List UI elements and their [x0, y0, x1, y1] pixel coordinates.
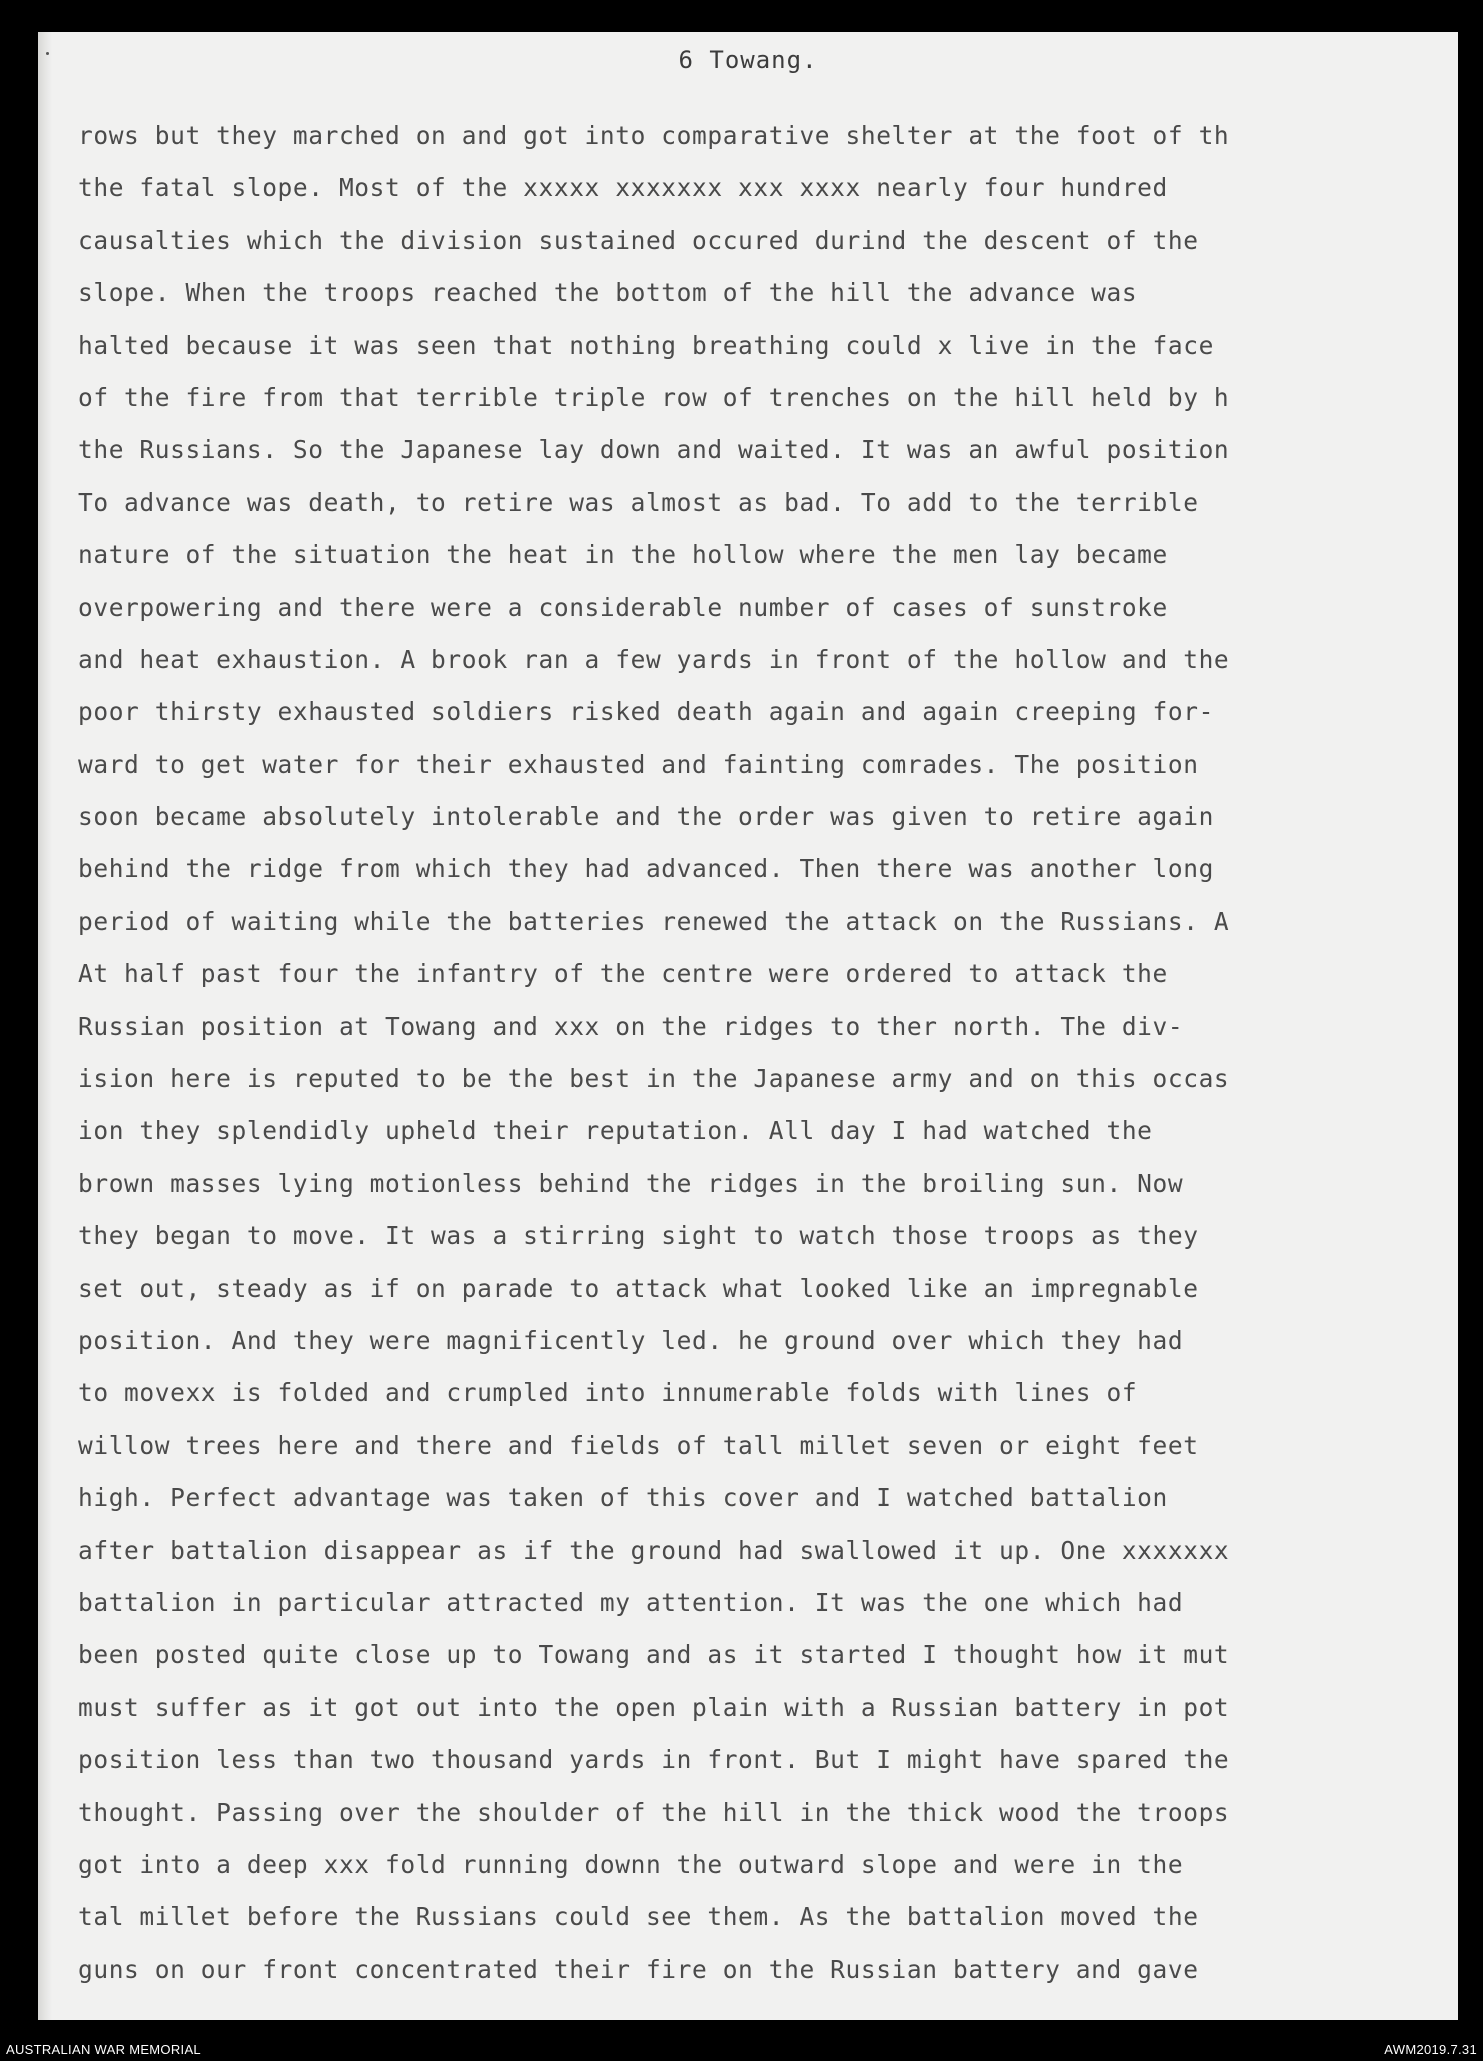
- text-line: set out, steady as if on parade to attack what looked like an impregnable: [78, 1273, 1199, 1303]
- text-line: Russian position at Towang and xxx on the ridges to ther north. The div-: [78, 1011, 1184, 1041]
- text-line: guns on our front concentrated their fire on the Russian battery and gave: [78, 1954, 1199, 1984]
- text-line: brown masses lying motionless behind the ridges in the broiling sun. Now: [78, 1168, 1184, 1198]
- text-line: position less than two thousand yards in front. But I might have spared the: [78, 1745, 1230, 1775]
- text-line: got into a deep xxx fold running downn the outward slope and were in the: [78, 1849, 1184, 1879]
- text-line: must suffer as it got out into the open plain with a Russian battery in pot: [78, 1692, 1230, 1722]
- text-line: At half past four the infantry of the centre were ordered to attack the: [78, 959, 1168, 989]
- text-line: rows but they marched on and got into comparative shelter at the foot of th: [78, 121, 1230, 150]
- text-line: To advance was death, to retire was almost as bad. To add to the terrible: [78, 487, 1199, 517]
- page-heading: 6 Towang.: [678, 46, 818, 74]
- text-line: high. Perfect advantage was taken of this cover and I watched battalion: [78, 1483, 1168, 1513]
- text-line: thought. Passing over the shoulder of the hill in the thick wood the troops: [78, 1797, 1230, 1827]
- text-line: halted because it was seen that nothing breathing could x live in the face: [78, 330, 1214, 360]
- text-line: slope. When the troops reached the bottom of the hill the advance was: [78, 278, 1138, 308]
- text-line: battalion in particular attracted my attention. It was the one which had: [78, 1587, 1184, 1617]
- text-line: nature of the situation the heat in the hollow where the men lay became: [78, 540, 1168, 570]
- text-line: the fatal slope. Most of the xxxxx xxxxxxx xxx xxxx nearly four hundred: [78, 173, 1168, 203]
- text-line: ward to get water for their exhausted and fainting comrades. The position: [78, 749, 1199, 779]
- text-line: overpowering and there were a considerable number of cases of sunstroke: [78, 592, 1168, 622]
- text-line: the Russians. So the Japanese lay down and waited. It was an awful position: [78, 435, 1230, 465]
- typed-text-body: [78, 110, 1438, 1996]
- text-line: tal millet before the Russians could see them. As the battalion moved the: [78, 1902, 1199, 1932]
- document-page: [38, 32, 1458, 2020]
- text-line: causalties which the division sustained occured durind the descent of the: [78, 225, 1199, 255]
- text-line: poor thirsty exhausted soldiers risked death again and again creeping for-: [78, 697, 1214, 727]
- text-line: of the fire from that terrible triple row of trenches on the hill held by h: [78, 382, 1230, 412]
- text-line: behind the ridge from which they had advanced. Then there was another long: [78, 854, 1214, 884]
- text-line: soon became absolutely intolerable and the order was given to retire again: [78, 802, 1214, 832]
- footer-reference: AWM2019.7.31: [1384, 2042, 1477, 2057]
- text-line: to movexx is folded and crumpled into innumerable folds with lines of: [78, 1378, 1138, 1408]
- footer-institution: AUSTRALIAN WAR MEMORIAL: [6, 2042, 201, 2057]
- text-line: after battalion disappear as if the ground had swallowed it up. One xxxxxxx: [78, 1535, 1230, 1565]
- text-line: ion they splendidly upheld their reputation. All day I had watched the: [78, 1116, 1153, 1146]
- text-line: period of waiting while the batteries renewed the attack on the Russians. A: [78, 906, 1230, 936]
- text-line: position. And they were magnificently led. he ground over which they had: [78, 1325, 1184, 1355]
- text-line: ision here is reputed to be the best in the Japanese army and on this occas: [78, 1064, 1230, 1094]
- text-line: been posted quite close up to Towang and as it started I thought how it mut: [78, 1640, 1230, 1670]
- text-line: willow trees here and there and fields of tall millet seven or eight feet: [78, 1430, 1199, 1460]
- text-line: they began to move. It was a stirring sight to watch those troops as they: [78, 1221, 1199, 1251]
- text-line: and heat exhaustion. A brook ran a few yards in front of the hollow and the: [78, 644, 1230, 674]
